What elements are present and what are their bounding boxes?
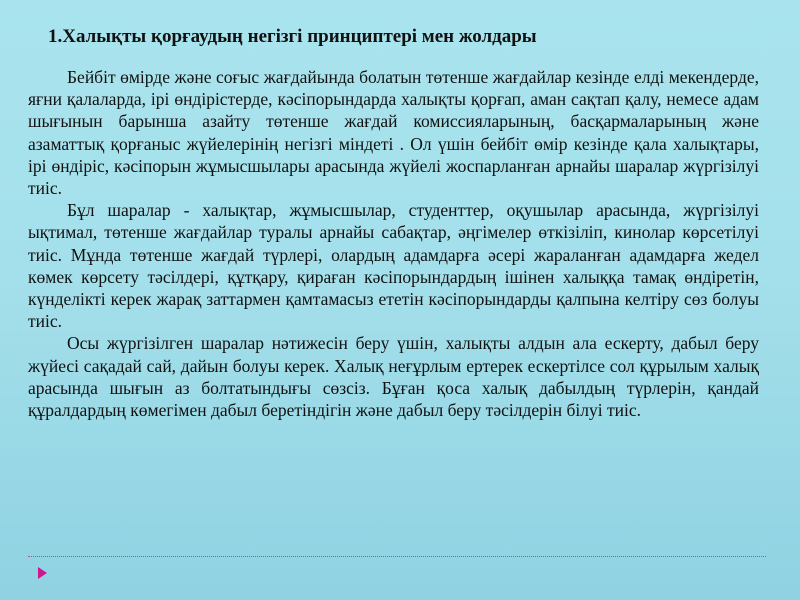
slide-body bbox=[28, 66, 759, 421]
paragraph-3: Осы жүргізілген шаралар нәтижесін беру үшін, халықты алдын ала ескерту, дабыл беру жүйесі сақадай сай, дайын болуы керек. Халық неғұрлым ертерек ескертілсе сол құрылым халық арасында шығын аз болтатындығы сөзсіз. Бұған қоса халық дабылдың түрлерін, қандай құралдардың көмегімен дабыл беретіндігін және дабыл беру тәсілдерін білуі тиіс. bbox=[28, 333, 759, 421]
paragraph-2: Бұл шаралар - халықтар, жұмысшылар, студенттер, оқушылар арасында, жүргізілуі ықтимал, төтенше жағдайлар туралы арнайы сабақтар, әңгімелер өткізіліп, кинолар көрсетілуі тиіс. Мұнда төтенше жағдай түрлері, олардың адамдарға әсері жараланған адамдарға жедел көмек көрсету тәсілдері, құтқару, қираған кәсіпорындардың ішінен халыққа тамақ өндіретін, күнделікті керек жарақ заттармен қамтамасыз ететін кәсіпорындарды қалпына келтіру сөз болуы тиіс. bbox=[28, 200, 759, 332]
paragraph-1: Бейбіт өмірде және соғыс жағдайында болатын төтенше жағдайлар кезінде елді мекендерде, яғни қалаларда, ірі өндірістерде, кәсіпорындарда халықты қорғап, аман сақтап қалу, немесе адам шығынын барынша азайту төтенше жағдай комиссияларының, басқармаларының және азаматтық қорғаныс жүйелерінің негізгі міндеті . Ол үшін бейбіт өмір кезінде қала халықтары, ірі өндіріс, кәсіпорын жұмысшылары арасында жүйелі жоспарланған арнайы шаралар жүргізілуі тиіс. bbox=[28, 67, 759, 199]
slide-title: 1.Халықты қорғаудың негізгі принциптері мен жолдары bbox=[48, 26, 537, 47]
next-slide-arrow-icon[interactable] bbox=[38, 567, 47, 579]
footer-divider bbox=[28, 556, 766, 557]
